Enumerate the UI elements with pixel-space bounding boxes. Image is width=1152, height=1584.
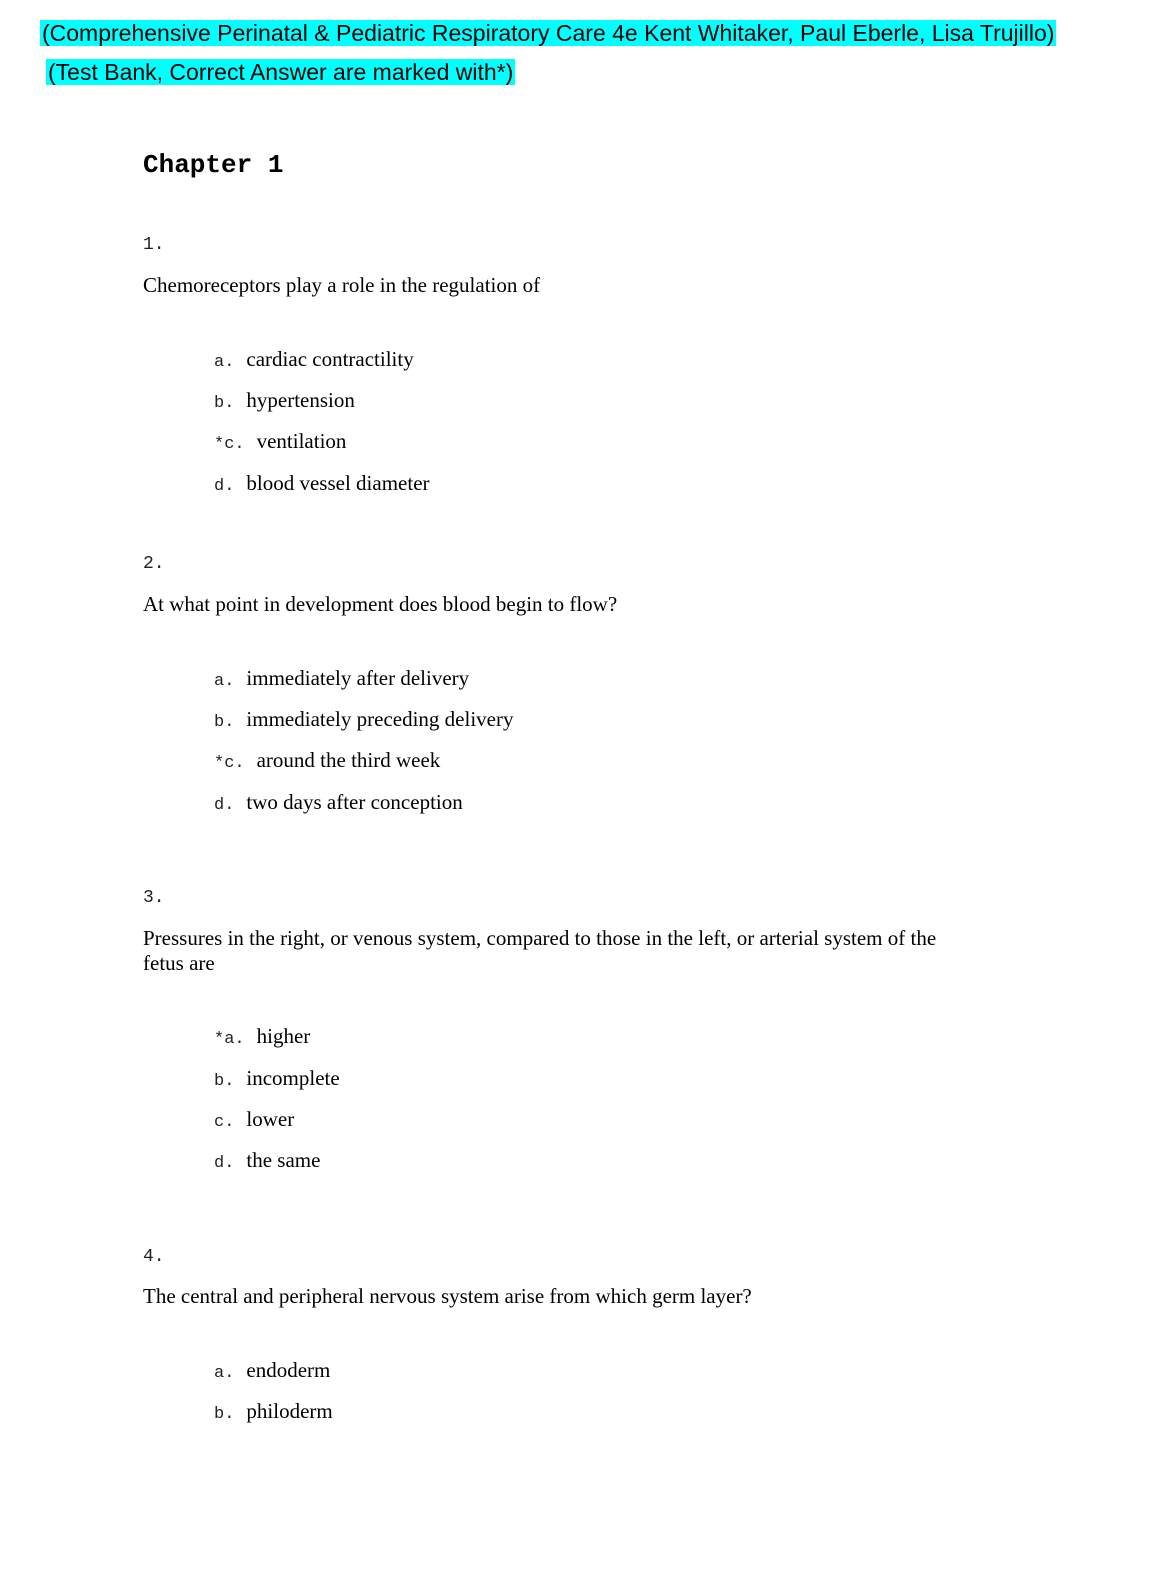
answer-option [214,470,430,500]
answer-option [214,1398,333,1428]
option-letter: d. [214,477,235,496]
option-text: immediately preceding delivery [246,707,514,731]
answer-option [214,706,513,736]
option-text: ventilation [256,429,347,453]
option-letter: b. [214,1072,235,1091]
option-text: cardiac contractility [246,347,414,371]
answer-option [214,1357,330,1387]
question-number: 2. [143,554,165,574]
answer-option-correct [214,747,440,777]
header-title: (Comprehensive Perinatal & Pediatric Respiratory Care 4e Kent Whitaker, Paul Eberle, Lisa Trujillo) [42,20,1055,46]
header-subtitle: (Test Bank, Correct Answer are marked with*) [48,59,514,85]
answer-option-correct [214,428,346,458]
option-text: lower [246,1107,295,1131]
option-text: immediately after delivery [246,666,470,690]
option-text: around the third week [256,748,441,772]
question-number: 4. [143,1247,165,1267]
answer-option [214,387,355,417]
option-letter: a. [214,1364,235,1383]
chapter-title: Chapter 1 [143,150,284,180]
option-letter: *c. [214,435,245,454]
answer-option [214,789,463,819]
option-text: two days after conception [246,790,463,814]
header-line-2 [40,53,1120,92]
answer-option-correct [214,1023,310,1053]
header-line-1 [40,14,1120,53]
answer-option [214,1106,294,1136]
question-text: Pressures in the right, or venous system, compared to those in the left, or arterial system of the fetus are [143,926,937,975]
question-text: Chemoreceptors play a role in the regulation of [143,273,541,297]
option-letter: a. [214,672,235,691]
option-text: the same [246,1148,321,1172]
option-text: blood vessel diameter [246,471,430,495]
option-letter: b. [214,394,235,413]
answer-option [214,346,414,376]
answer-option [214,1065,340,1095]
option-letter: b. [214,1405,235,1424]
option-text: hypertension [246,388,355,412]
answer-option [214,1147,320,1177]
option-letter: *a. [214,1030,245,1049]
option-text: philoderm [246,1399,333,1423]
option-letter: c. [214,1113,235,1132]
option-letter: a. [214,353,235,372]
question-number: 3. [143,888,165,908]
option-letter: d. [214,1154,235,1173]
option-text: higher [256,1024,311,1048]
question-text: At what point in development does blood begin to flow? [143,592,618,616]
option-letter: d. [214,796,235,815]
option-text: endoderm [246,1358,331,1382]
document-header [40,14,1120,92]
question-number: 1. [143,235,165,255]
answer-option [214,665,469,695]
option-text: incomplete [246,1066,340,1090]
option-letter: b. [214,713,235,732]
question-text: The central and peripheral nervous system arise from which germ layer? [143,1284,752,1308]
option-letter: *c. [214,754,245,773]
